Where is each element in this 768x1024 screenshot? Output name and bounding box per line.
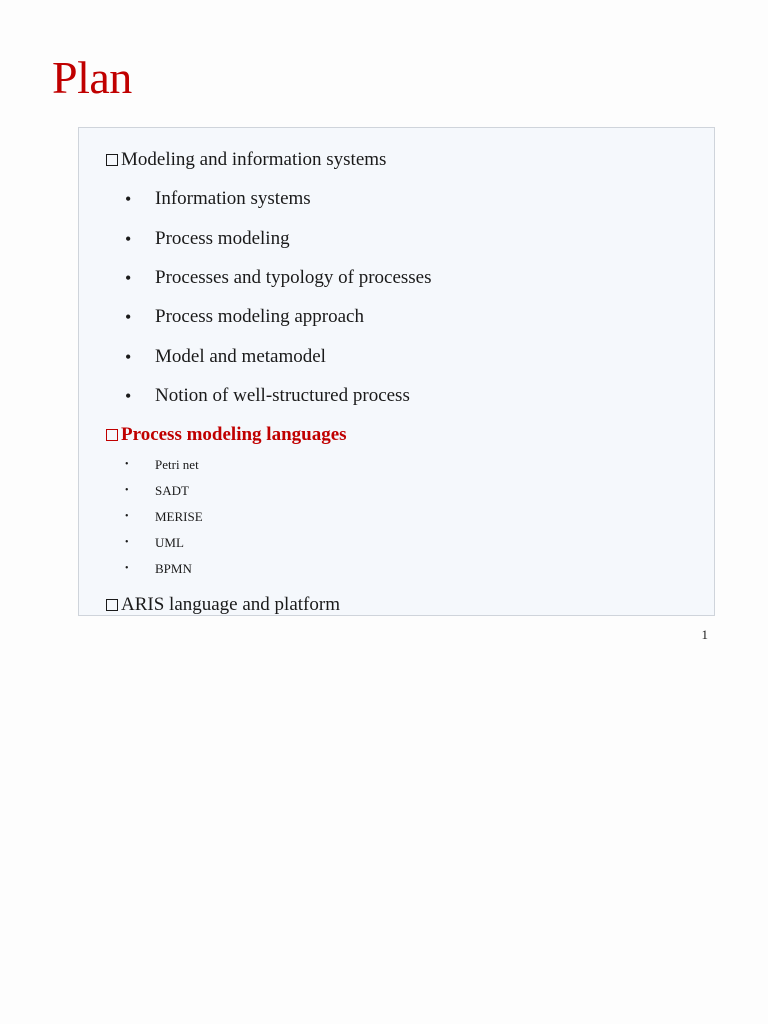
section-aris-language-and-platform	[106, 594, 340, 616]
section-label: ARIS language and platform	[121, 594, 340, 615]
bullet-icon: •	[125, 307, 132, 327]
bullet-icon: •	[125, 563, 129, 574]
page-number: 1	[701, 627, 708, 642]
bullet-icon: •	[125, 537, 129, 548]
list-item-label: Petri net	[155, 457, 199, 472]
section-process-modeling-languages	[106, 424, 347, 446]
list-item-label: MERISE	[155, 509, 203, 524]
list-item-label: UML	[155, 535, 184, 550]
list-item-label: Notion of well-structured process	[155, 385, 410, 406]
list-item-label: Process modeling	[155, 228, 290, 249]
bullet-icon: •	[125, 268, 132, 288]
list-item-label: BPMN	[155, 561, 192, 576]
list-item-label: Information systems	[155, 188, 311, 209]
list-item-label: Process modeling approach	[155, 306, 364, 327]
bullet-icon: •	[125, 511, 129, 522]
section-label: Process modeling languages	[121, 424, 347, 445]
list-item-label: SADT	[155, 483, 189, 498]
bullet-icon: •	[125, 189, 132, 209]
bullet-icon: •	[125, 347, 132, 367]
section-marker-icon	[106, 599, 118, 611]
bullet-icon: •	[125, 459, 129, 470]
section-marker-icon	[106, 154, 118, 166]
list-item-label: Model and metamodel	[155, 346, 326, 367]
section-modeling-and-information-systems	[106, 149, 386, 171]
list-item-label: Processes and typology of processes	[155, 267, 432, 288]
bullet-icon: •	[125, 485, 129, 496]
bullet-icon: •	[125, 386, 132, 406]
slide-title: Plan	[52, 52, 132, 103]
outline-box	[78, 127, 715, 616]
section-label: Modeling and information systems	[121, 149, 387, 170]
bullet-icon: •	[125, 229, 132, 249]
section-marker-icon	[106, 429, 118, 441]
